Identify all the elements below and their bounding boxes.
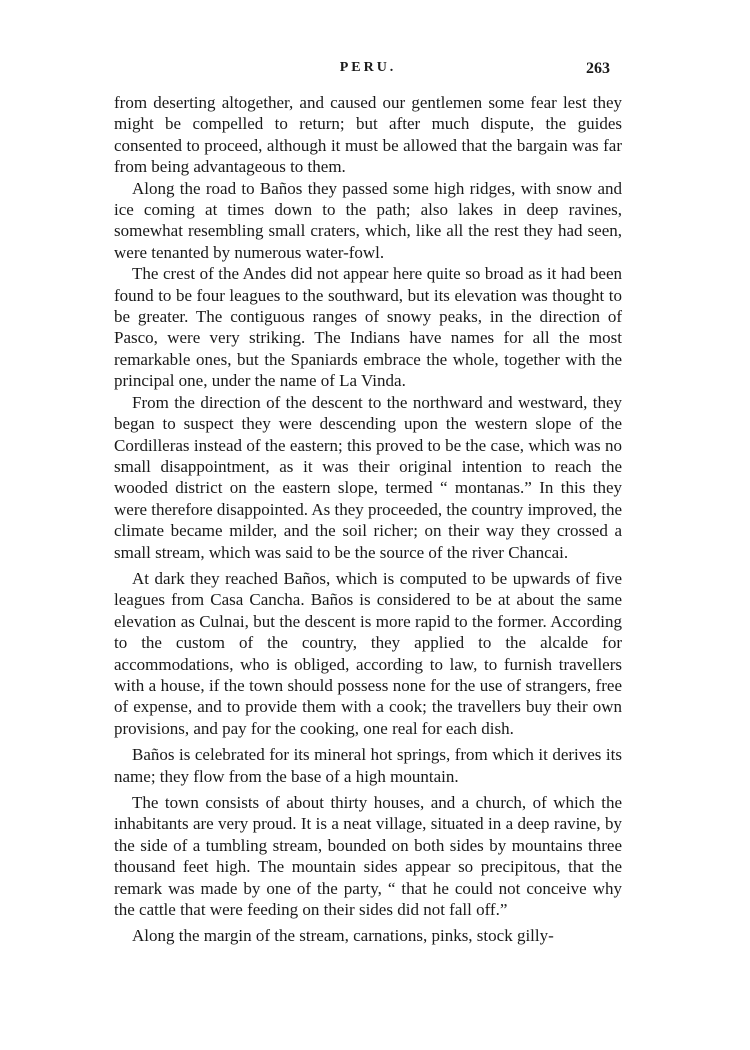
paragraph: At dark they reached Baños, which is computed to be upwards of five leagues from Casa Cancha. Baños is considered to be at about the same elevation as Culnai, but the descent is more rapid to the former. According to the custom of the country, they applied to the alcalde for accommodations, who is obliged, according to law, to furnish travellers with a house, if the town should possess none for the use of strangers, free of expense, and to provide them with a cook; the travellers buy their own provisions, and pay for the cooking, one real for each dish.	[114, 568, 622, 738]
paragraph: The town consists of about thirty houses, and a church, of which the inhabitants are very proud. It is a neat village, situated in a deep ravine, by the side of a tumbling stream, bounded on both sides by mountains three thousand feet high. The mountain sides appear so precipitous, that the remark was made by one of the party, “ that he could not conceive why the cattle that were feeding on their sides did not fall off.”	[114, 793, 622, 920]
paragraph: Along the margin of the stream, carnations, pinks, stock gilly-	[132, 926, 554, 946]
paragraph: from deserting altogether, and caused our gentlemen some fear lest they might be compelled to return; but after much dispute, the guides consented to proceed, although it must be allowed that the bargain was far from being advantageous to them.	[114, 93, 622, 177]
paragraph: Along the road to Baños they passed some high ridges, with snow and ice coming at times down to the path; also lakes in deep ravines, somewhat resembling small craters, which, like all the rest they had seen, were tenanted by numerous water-fowl.	[114, 178, 622, 262]
page-number: 263	[586, 60, 610, 77]
running-head	[114, 58, 622, 84]
paragraph: From the direction of the descent to the northward and westward, they began to suspect they were descending upon the western slope of the Cordilleras instead of the eastern; this proved to be the case, which was no small disappointment, as it was their original intention to reach the wooded district on the eastern slope, termed “ montanas.” In this they were therefore disappointed. As they proceeded, the country improved, the climate became milder, and the soil richer; on their way they crossed a small stream, which was said to be the source of the river Chancai.	[114, 392, 622, 562]
running-title: PERU.	[339, 60, 397, 75]
book-page	[114, 58, 622, 947]
paragraph: The crest of the Andes did not appear here quite so broad as it had been found to be four leagues to the southward, but its elevation was thought to be greater. The contiguous ranges of snowy peaks, in the direction of Pasco, were very striking. The Indians have names for all the most remarkable ones, but the Spaniards embrace the whole, together with the principal one, under the name of La Vinda.	[114, 264, 622, 391]
paragraph: Baños is celebrated for its mineral hot springs, from which it derives its name; they flow from the base of a high mountain.	[114, 745, 622, 786]
body-text	[114, 92, 622, 947]
